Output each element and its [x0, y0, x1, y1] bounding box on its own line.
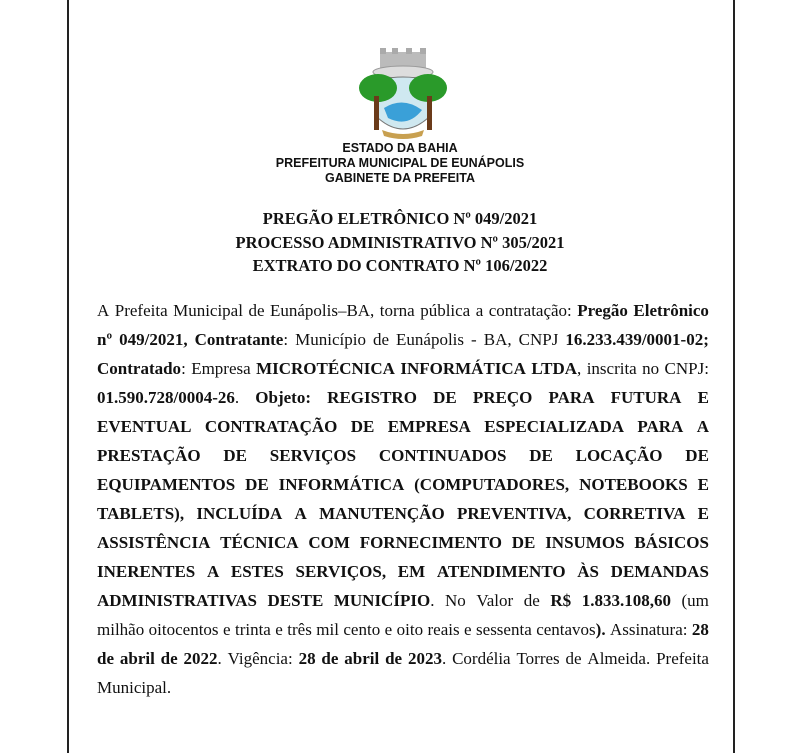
bold-text: MANUTENÇÃO [319, 504, 445, 523]
body-word [582, 586, 671, 615]
body-word [685, 441, 709, 470]
body-word [191, 354, 250, 383]
body-word [577, 296, 628, 325]
bold-text: DE [511, 533, 536, 552]
bold-text: 049/2021, [119, 330, 188, 349]
bold-text: EQUIPAMENTOS [97, 475, 236, 494]
text: No [445, 591, 466, 610]
body-word [665, 354, 709, 383]
body-word [445, 586, 466, 615]
bold-text: Contratante [194, 330, 284, 349]
bold-text: ). [595, 620, 606, 639]
bold-text: SERVIÇOS, [295, 562, 387, 581]
body-word [316, 615, 339, 644]
body-word [536, 615, 605, 644]
bold-text: EVENTUAL [97, 417, 192, 436]
body-word [351, 412, 375, 441]
text: de [372, 330, 390, 349]
body-word [587, 354, 637, 383]
bold-text: DE [245, 475, 269, 494]
bold-text: DESTE [267, 591, 324, 610]
body-word [476, 615, 532, 644]
body-word [584, 499, 686, 528]
bold-text: LTDA [531, 359, 578, 378]
bold-text: INFORMÁTICA [278, 475, 405, 494]
body-word [682, 586, 709, 615]
body-word [656, 644, 709, 673]
body-word [457, 499, 571, 528]
text: oitocentos [148, 620, 219, 639]
body-word [414, 470, 569, 499]
bold-text: EM [397, 562, 426, 581]
bold-text: ÀS [577, 562, 599, 581]
body-word [484, 412, 624, 441]
contract-extract-body [97, 296, 709, 702]
body-word [420, 296, 470, 325]
body-line [97, 296, 709, 325]
text: e [464, 620, 472, 639]
body-word [637, 412, 683, 441]
header-state: ESTADO DA BAHIA [342, 141, 458, 155]
text: Municipal. [97, 678, 172, 697]
bold-text: INFORMÁTICA [400, 359, 526, 378]
body-line [97, 673, 709, 702]
title-pregao: PREGÃO ELETRÔNICO Nº 049/2021 [262, 209, 538, 228]
bold-text: 28 [298, 649, 316, 668]
bold-text: DE [223, 446, 247, 465]
body-word [120, 644, 155, 673]
body-word [489, 296, 572, 325]
body-word [611, 383, 682, 412]
body-word [698, 470, 709, 499]
body-word [611, 557, 709, 586]
body-word [97, 615, 144, 644]
body-word [248, 296, 264, 325]
body-word [545, 528, 624, 557]
body-word [97, 441, 201, 470]
body-word [223, 441, 247, 470]
body-word [196, 499, 282, 528]
text: CNPJ: [664, 359, 709, 378]
body-word [149, 615, 219, 644]
bold-text: DEMANDAS [610, 562, 709, 581]
body-line [97, 644, 709, 673]
body-word [97, 557, 195, 586]
body-word [512, 528, 536, 557]
body-word [397, 615, 423, 644]
body-word [256, 354, 395, 383]
bold-text: CONTINUADOS [378, 446, 507, 465]
bold-text: Contratado [97, 359, 182, 378]
body-word [97, 383, 239, 412]
bold-text: PREVENTIVA, [456, 504, 572, 523]
bold-text: E [697, 504, 709, 523]
body-line [97, 528, 709, 557]
body-word [398, 557, 425, 586]
bold-text: PRESTAÇÃO [97, 446, 201, 465]
bold-text: Objeto: [255, 388, 312, 407]
text: de [565, 649, 582, 668]
text: Valor [476, 591, 514, 610]
body-line [97, 499, 709, 528]
body-word [697, 412, 709, 441]
page-border-right [733, 0, 735, 753]
body-word [549, 383, 595, 412]
body-word [396, 325, 464, 354]
body-word [220, 528, 298, 557]
bold-text: abril [119, 649, 155, 668]
body-word [576, 441, 663, 470]
body-word [344, 644, 379, 673]
bold-text: (COMPUTADORES, [414, 475, 570, 494]
text: : [283, 330, 289, 349]
text: três [287, 620, 312, 639]
text: oito [396, 620, 424, 639]
body-word [97, 325, 112, 354]
text: milhão [97, 620, 145, 639]
bold-text: R$ [550, 591, 572, 610]
text: no [642, 359, 660, 378]
text: pública [420, 301, 471, 320]
text: . [430, 591, 435, 610]
bold-text: 2022 [183, 649, 218, 668]
body-word [360, 528, 502, 557]
text: de [248, 301, 265, 320]
bold-text: TÉCNICA [220, 533, 299, 552]
bold-text: LOCAÇÃO [575, 446, 663, 465]
body-word [373, 325, 389, 354]
text: cento [343, 620, 381, 639]
body-word [268, 586, 324, 615]
title-processo: PROCESSO ADMINISTRATIVO Nº 305/2021 [235, 233, 565, 252]
body-word [519, 325, 559, 354]
bold-text: CORRETIVA [583, 504, 686, 523]
body-word [334, 586, 435, 615]
body-word [97, 586, 257, 615]
bold-text: BÁSICOS [634, 533, 709, 552]
body-word [476, 586, 513, 615]
body-word [295, 325, 366, 354]
bold-text: ADMINISTRATIVAS [97, 591, 257, 610]
body-word [476, 296, 484, 325]
bold-text: PARA [548, 388, 595, 407]
bold-text: de [160, 649, 178, 668]
bold-text: A [696, 417, 709, 436]
bold-text: de [97, 649, 114, 668]
body-word [484, 325, 512, 354]
bold-text: ASSISTÊNCIA [97, 533, 211, 552]
text: Almeida. [587, 649, 651, 668]
body-word [343, 615, 380, 644]
body-word [587, 644, 650, 673]
bold-text: DE [529, 446, 553, 465]
coat-of-arms-logo [358, 48, 448, 140]
text: Eunápolis [396, 330, 465, 349]
text: Prefeita [656, 649, 709, 668]
text: Cordélia [452, 649, 511, 668]
body-word [529, 441, 553, 470]
header-municipality: PREFEITURA MUNICIPAL DE EUNÁPOLIS [275, 156, 525, 170]
body-word [380, 296, 415, 325]
text: CNPJ [518, 330, 559, 349]
bold-text: abril [344, 649, 380, 668]
body-word [97, 412, 191, 441]
text: BA, [483, 330, 512, 349]
bold-text: MICROTÉCNICA [256, 359, 395, 378]
body-word [97, 528, 210, 557]
text: . [234, 388, 240, 407]
body-word [464, 615, 472, 644]
text: : [181, 359, 186, 378]
text: . [441, 649, 447, 668]
text: trinta [234, 620, 271, 639]
body-word [577, 557, 599, 586]
body-word [195, 325, 289, 354]
text: torna [379, 301, 415, 320]
text: sessenta [476, 620, 532, 639]
body-word [692, 615, 709, 644]
body-line [97, 441, 709, 470]
bold-text: A [206, 562, 220, 581]
bold-text: de [321, 649, 339, 668]
text: Empresa [191, 359, 251, 378]
bold-text: E [697, 475, 709, 494]
body-word [97, 499, 184, 528]
bold-text: nº [97, 330, 113, 349]
bold-text: Pregão [577, 301, 628, 320]
text: Prefeita [114, 301, 168, 320]
text: Assinatura: [610, 620, 688, 639]
bold-text: 1.833.108,60 [581, 591, 671, 610]
text: Vigência: [227, 649, 293, 668]
body-word [115, 296, 168, 325]
body-word [223, 615, 231, 644]
text: e [384, 620, 393, 639]
body-word [642, 354, 659, 383]
body-word [270, 296, 374, 325]
text: inscrita [586, 359, 637, 378]
body-line [97, 412, 709, 441]
bold-text: 2023 [407, 649, 442, 668]
body-word [433, 383, 457, 412]
body-word [471, 325, 477, 354]
bold-text: CONTRATAÇÃO [204, 417, 338, 436]
body-word [388, 412, 471, 441]
body-word [97, 673, 171, 702]
title-extrato: EXTRATO DO CONTRATO Nº 106/2022 [252, 256, 548, 275]
bold-text: FUTURA [610, 388, 682, 407]
bold-text: INERENTES [97, 562, 196, 581]
bold-text: TABLETS), [97, 504, 185, 523]
body-word [205, 412, 338, 441]
bold-text: MUNICÍPIO [333, 591, 431, 610]
body-word [566, 644, 582, 673]
body-word [565, 325, 709, 354]
body-word [319, 499, 445, 528]
body-word [287, 615, 312, 644]
body-word [299, 644, 316, 673]
body-word [579, 470, 688, 499]
body-word [245, 470, 269, 499]
body-word [184, 644, 222, 673]
body-word [97, 296, 109, 325]
body-word [524, 586, 540, 615]
bold-text: E [697, 388, 709, 407]
bold-text: ESTES [230, 562, 284, 581]
bold-text: SERVIÇOS [269, 446, 357, 465]
body-line [97, 354, 709, 383]
body-word [270, 441, 356, 470]
body-word [452, 644, 511, 673]
text: (um [681, 591, 709, 610]
bold-text: DE [350, 417, 375, 436]
body-line [97, 557, 709, 586]
body-word [279, 470, 405, 499]
body-word [207, 557, 219, 586]
body-word [634, 528, 709, 557]
body-word [308, 528, 350, 557]
bold-text: NOTEBOOKS [579, 475, 688, 494]
body-word [97, 644, 114, 673]
page-border-left [67, 0, 69, 753]
text: contratação: [488, 301, 572, 320]
bold-text: PREÇO [472, 388, 533, 407]
bold-text: DE [685, 446, 709, 465]
bold-text: INCLUÍDA [196, 504, 283, 523]
bold-text: PARA [637, 417, 684, 436]
text: - [471, 330, 477, 349]
bold-text: COM [308, 533, 350, 552]
bold-text: 01.590.728/0004-26 [97, 388, 235, 407]
body-word [255, 383, 311, 412]
body-word [610, 615, 687, 644]
text: Torres [516, 649, 560, 668]
text: mil [316, 620, 339, 639]
bold-text: ESPECIALIZADA [484, 417, 625, 436]
body-line [97, 615, 709, 644]
bold-text: EMPRESA [387, 417, 471, 436]
body-word [327, 383, 417, 412]
bold-text: DE [433, 388, 457, 407]
body-word [235, 615, 271, 644]
body-word [231, 557, 284, 586]
text: A [97, 301, 110, 320]
body-word [385, 615, 393, 644]
bold-text: de [385, 649, 403, 668]
body-word [408, 644, 446, 673]
header-office: GABINETE DA PREFEITA [324, 171, 475, 185]
body-word [296, 557, 387, 586]
text: e [275, 620, 283, 639]
body-word [379, 441, 507, 470]
text: Eunápolis–BA, [269, 301, 375, 320]
bold-text: Eletrônico [633, 301, 709, 320]
body-word [428, 615, 460, 644]
body-line [97, 383, 709, 412]
body-word [275, 615, 283, 644]
body-word [173, 296, 243, 325]
body-line [97, 586, 709, 615]
body-word [698, 499, 709, 528]
body-word [119, 325, 187, 354]
body-word [698, 383, 709, 412]
body-word [385, 644, 402, 673]
body-word [97, 470, 235, 499]
bold-text: 16.233.439/0001-02; [565, 330, 709, 349]
body-word [633, 296, 709, 325]
body-word [531, 354, 581, 383]
text: centavos [536, 620, 596, 639]
bold-text: ATENDIMENTO [436, 562, 566, 581]
bold-text: A [294, 504, 307, 523]
body-word [516, 644, 559, 673]
body-word [321, 644, 338, 673]
body-word [473, 383, 533, 412]
text: reais [427, 620, 460, 639]
bold-text: INSUMOS [545, 533, 625, 552]
body-word [437, 557, 566, 586]
body-word [400, 354, 526, 383]
body-word [550, 586, 571, 615]
body-word [295, 499, 307, 528]
body-word [161, 644, 178, 673]
text: e [222, 620, 231, 639]
text: Município [295, 330, 366, 349]
body-line [97, 325, 709, 354]
bold-text: REGISTRO [327, 388, 417, 407]
bold-text: FORNECIMENTO [359, 533, 502, 552]
body-word [228, 644, 293, 673]
text: Municipal [173, 301, 243, 320]
text: a [475, 301, 484, 320]
body-line [97, 470, 709, 499]
text: . [217, 649, 222, 668]
body-word [97, 354, 186, 383]
text: , [577, 359, 582, 378]
bold-text: 28 [691, 620, 709, 639]
text: de [523, 591, 540, 610]
